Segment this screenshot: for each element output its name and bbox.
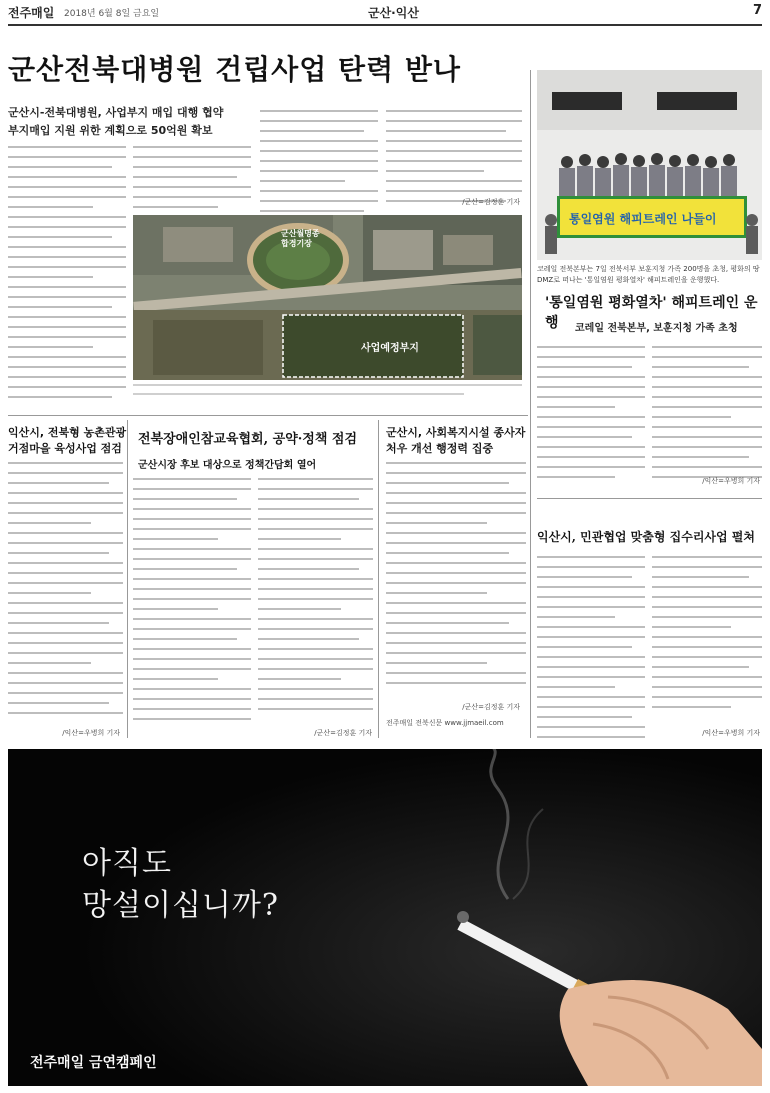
train-photo xyxy=(537,70,762,260)
aerial-photo-caption xyxy=(133,384,522,410)
train-article-body-col2 xyxy=(652,346,762,486)
cooperation-headline: 익산시, 민관협업 맞춤형 집수리사업 펼쳐 xyxy=(537,530,755,544)
main-article-body-col3 xyxy=(260,110,378,220)
train-headline: '통일염원 평화열차' 해피트레인 운행 xyxy=(545,295,758,331)
main-headline: 군산전북대병원 건립사업 탄력 받나 xyxy=(8,53,461,86)
mid-row-divider xyxy=(8,415,528,416)
farm-headline-2: 거점마을 육성사업 점검 xyxy=(8,442,122,455)
train-banner-text: 통일염원 해피트레인 나들이 xyxy=(569,212,717,226)
issue-date: 2018년 6월 8일 금요일 xyxy=(64,9,160,19)
train-byline: /익산=우병희 기자 xyxy=(702,477,760,485)
disabled-subhead: 군산시장 후보 대상으로 정책간담회 열어 xyxy=(138,460,317,471)
cooperation-article-body-col2 xyxy=(652,556,762,716)
page-header xyxy=(8,4,762,24)
col-divider-2 xyxy=(378,420,379,738)
main-article-body-col2 xyxy=(133,146,251,216)
main-byline: /군산=김정훈 기자 xyxy=(462,198,520,206)
welfare-headline-1: 군산시, 사회복지시설 종사자 xyxy=(386,426,526,439)
train-subhead: 코레일 전북본부, 보훈지청 가족 초청 xyxy=(575,323,738,334)
aerial-label-site: 사업예정부지 xyxy=(361,343,419,354)
farm-headline-1: 익산시, 전북형 농촌관광 xyxy=(8,426,127,439)
train-photo-caption: 코레일 전북본부는 7일 전북서부 보훈지청 가족 200명을 초청, 평화의 땅 DMZ로 떠나는 '통일염원 평화열차' 해피트레인을 운행했다. xyxy=(537,265,760,284)
disabled-article-body-col2 xyxy=(258,478,373,718)
ad-footer: 전주매일 금연캠페인 xyxy=(30,1055,157,1071)
ad-line-1: 아직도 xyxy=(82,846,172,881)
right-col-divider xyxy=(537,498,762,499)
welfare-byline: /군산=김정훈 기자 xyxy=(462,703,520,711)
ad-line-2: 망설이십니까? xyxy=(82,888,279,923)
header-divider xyxy=(8,24,762,26)
main-article-body-col4 xyxy=(386,110,522,210)
welfare-headline-2: 처우 개선 행정력 집중 xyxy=(386,442,494,455)
aerial-photo xyxy=(133,215,522,380)
farm-article-body xyxy=(8,462,123,722)
welfare-article-body-col1 xyxy=(386,462,526,692)
disabled-byline: /군산=김정훈 기자 xyxy=(314,729,372,737)
aerial-label-stadium: 군산월명종합경기장 xyxy=(281,229,320,248)
train-article-body-col1 xyxy=(537,346,645,486)
disabled-article-body-col1 xyxy=(133,478,251,728)
farm-byline: /익산=우병희 기자 xyxy=(62,729,120,737)
section-title: 군산·익산 xyxy=(368,6,419,20)
newspaper-name: 전주매일 xyxy=(8,6,55,20)
col-divider-1 xyxy=(127,420,128,738)
main-article-body-col1 xyxy=(8,146,126,406)
aerial-photo-image xyxy=(133,215,522,380)
main-subhead-2: 부지매입 지원 위한 계획으로 50억원 확보 xyxy=(8,124,213,137)
disabled-headline: 전북장애인참교육협회, 공약·정책 점검 xyxy=(138,432,358,447)
page-number: 7 xyxy=(752,3,762,18)
main-subhead-1: 군산시-전북대병원, 사업부지 매입 대행 협약 xyxy=(8,106,224,119)
train-photo-image xyxy=(537,70,762,260)
cooperation-byline: /익산=우병희 기자 xyxy=(702,729,760,737)
welfare-source-credit: 전주매일 전북신문 www.jjmaeil.com xyxy=(386,719,504,727)
col-divider-3 xyxy=(530,70,531,738)
cooperation-article-body-col1 xyxy=(537,556,645,746)
